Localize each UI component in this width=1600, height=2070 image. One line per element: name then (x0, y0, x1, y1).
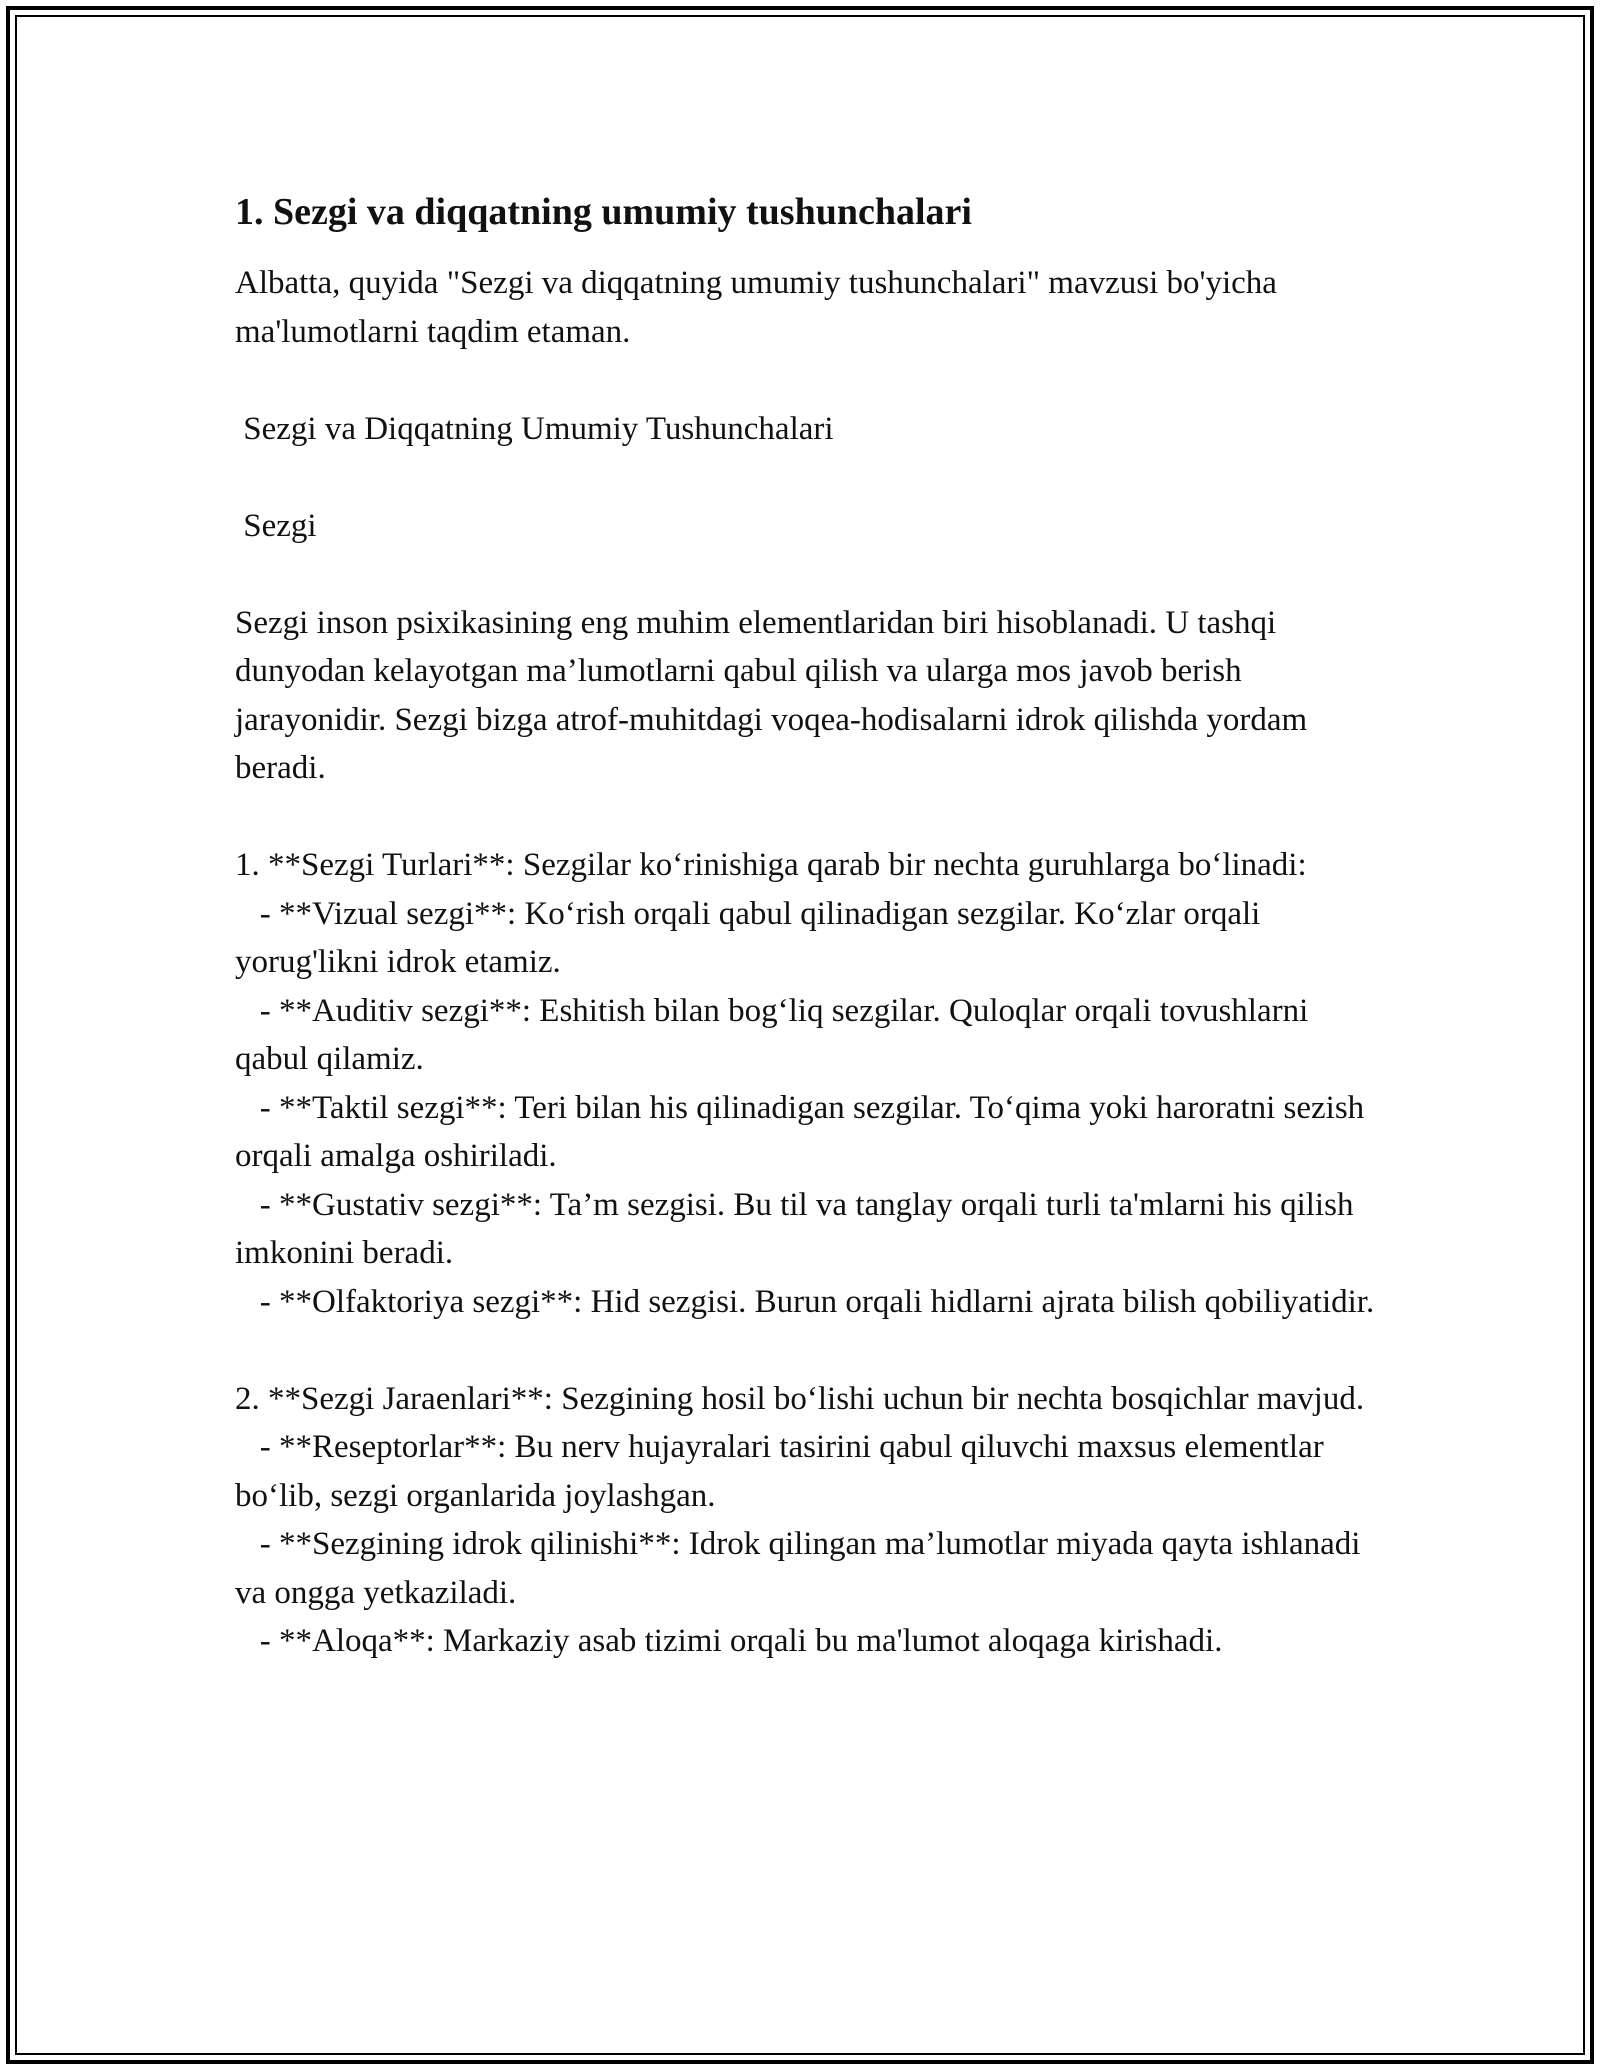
sensation-processes-list (235, 1375, 1385, 1666)
intro-paragraph: Albatta, quyida "Sezgi va diqqatning umumiy tushunchalari" mavzusi bo'yicha ma'lumotlarni taqdim etaman. (235, 265, 1286, 350)
list-title: 1. **Sezgi Turlari**: Sezgilar ko‘rinishiga qarab bir nechta guruhlarga bo‘linadi: (235, 847, 1307, 883)
page-title: 1. Sezgi va diqqatning umumiy tushunchalari (235, 191, 972, 233)
blank-line (235, 1326, 1385, 1375)
list-item: - **Vizual sezgi**: Ko‘rish orqali qabul qilinadigan sezgilar. Ko‘zlar orqali yorug'likni idrok etamiz. (235, 895, 1269, 980)
sensation-types-list (235, 841, 1385, 1326)
blank-line (235, 356, 1385, 405)
blank-line (235, 550, 1385, 599)
blank-line (235, 453, 1385, 502)
list-title: 2. **Sezgi Jaraenlari**: Sezgining hosil bo‘lishi uchun bir nechta bosqichlar mavjud. (235, 1380, 1365, 1417)
blank-line (235, 793, 1385, 842)
list-item: - **Taktil sezgi**: Teri bilan his qilinadigan sezgilar. To‘qima yoki haroratni sezish orqali amalga oshiriladi. (235, 1089, 1373, 1174)
list-item: - **Gustativ sezgi**: Ta’m sezgisi. Bu til va tanglay orqali turli ta'mlarni his qilish imkonini beradi. (235, 1186, 1362, 1271)
list-item: - **Olfaktoriya sezgi**: Hid sezgisi. Burun orqali hidlarni ajrata bilish qobiliyatidir. (235, 1283, 1375, 1320)
section-title: Sezgi (235, 507, 317, 544)
list-item: - **Sezgining idrok qilinishi**: Idrok qilingan ma’lumotlar miyada qayta ishlanadi va ongga yetkaziladi. (235, 1526, 1369, 1611)
subtitle: Sezgi va Diqqatning Umumiy Tushunchalari (235, 410, 834, 447)
document-body (235, 188, 1385, 1666)
list-item: - **Reseptorlar**: Bu nerv hujayralari tasirini qabul qiluvchi maxsus elementlar bo‘lib, sezgi organlarida joylashgan. (235, 1429, 1332, 1514)
list-item: - **Auditiv sezgi**: Eshitish bilan bog‘liq sezgilar. Quloqlar orqali tovushlarni qabul qilamiz. (235, 992, 1317, 1077)
definition-paragraph: Sezgi inson psixikasining eng muhim elementlaridan biri hisoblanadi. U tashqi dunyodan kelayotgan ma’lumotlarni qabul qilish va ularga mos javob berish jarayonidir. Sezgi bizga atrof-muhitdagi voqea-hodisalarni idrok qilishda yordam beradi. (235, 604, 1316, 786)
list-item: - **Aloqa**: Markaziy asab tizimi orqali bu ma'lumot aloqaga kirishadi. (235, 1623, 1223, 1659)
